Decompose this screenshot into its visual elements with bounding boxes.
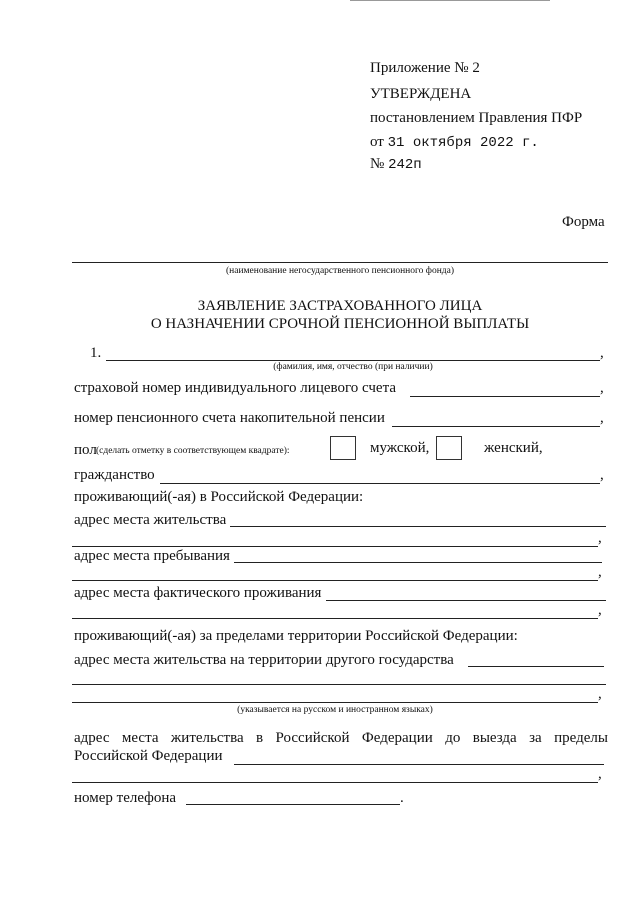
- citizenship-comma: ,: [600, 467, 604, 483]
- pension-account-line[interactable]: [392, 426, 600, 427]
- fio-line[interactable]: [106, 360, 600, 361]
- phone-label: номер телефона: [74, 790, 177, 806]
- foreign-comma: ,: [598, 686, 602, 702]
- pension-account-comma: ,: [600, 410, 604, 426]
- number-prefix: №: [370, 156, 385, 172]
- title-line-2: О НАЗНАЧЕНИИ СРОЧНОЙ ПЕНСИОННОЙ ВЫПЛАТЫ: [150, 316, 530, 332]
- date-prefix: от: [370, 134, 384, 150]
- foreign-address-label: адрес места жительства на территории другого государства: [74, 652, 454, 668]
- stay-address-line-2[interactable]: [72, 580, 598, 581]
- residence-address-label: адрес места жительства: [74, 512, 227, 528]
- stay-comma: ,: [598, 564, 602, 580]
- rf-address-before-line-2[interactable]: [72, 782, 598, 783]
- fund-caption: (наименование негосударственного пенсионного фонда): [226, 266, 454, 276]
- actual-comma: ,: [598, 602, 602, 618]
- phone-period: .: [400, 790, 404, 806]
- rf-address-before-label-2: Российской Федерации: [74, 748, 223, 764]
- residence-comma: ,: [598, 530, 602, 546]
- actual-address-line-2[interactable]: [72, 618, 598, 619]
- foreign-address-line-2[interactable]: [72, 684, 606, 685]
- citizenship-label: гражданство: [74, 467, 155, 483]
- snils-line[interactable]: [410, 396, 600, 397]
- form-label: Форма: [562, 214, 605, 230]
- actual-address-label: адрес места фактического проживания: [74, 585, 322, 601]
- phone-line[interactable]: [186, 804, 400, 805]
- fio-caption: (фамилия, имя, отчество (при наличии): [273, 362, 433, 372]
- item-number: 1.: [90, 345, 102, 361]
- fund-name-line[interactable]: [72, 262, 608, 263]
- resolution-text: постановлением Правления ПФР: [370, 110, 583, 126]
- appendix-number: Приложение № 2: [370, 60, 480, 76]
- foreign-address-line-3[interactable]: [72, 702, 598, 703]
- male-label: мужской,: [370, 440, 430, 456]
- snils-label: страховой номер индивидуального лицевого счета: [74, 380, 396, 396]
- number-value: 242п: [388, 157, 422, 173]
- fio-comma: ,: [600, 345, 604, 361]
- actual-address-line-1[interactable]: [326, 600, 606, 601]
- date-line: [370, 134, 539, 151]
- stay-address-label: адрес места пребывания: [74, 548, 230, 564]
- sex-label: пол: [74, 442, 97, 458]
- sex-hint: (сделать отметку в соответствующем квадрате):: [96, 446, 290, 456]
- female-checkbox[interactable]: [436, 436, 462, 460]
- stay-address-line-1[interactable]: [234, 562, 602, 563]
- pension-account-label: номер пенсионного счета накопительной пенсии: [74, 410, 385, 426]
- scan-edge-line: [350, 0, 550, 1]
- number-line: [370, 156, 422, 173]
- rf-address-before-comma: ,: [598, 766, 602, 782]
- residence-address-line-1[interactable]: [230, 526, 606, 527]
- title-line-1: ЗАЯВЛЕНИЕ ЗАСТРАХОВАННОГО ЛИЦА: [197, 298, 483, 314]
- residing-abroad-heading: проживающий(-ая) за пределами территории Российской Федерации:: [74, 628, 518, 644]
- date-value: 31 октября 2022 г.: [387, 135, 539, 151]
- citizenship-line[interactable]: [160, 483, 600, 484]
- languages-caption: (указывается на русском и иностранном языках): [237, 705, 433, 715]
- male-checkbox[interactable]: [330, 436, 356, 460]
- rf-address-before-line-1[interactable]: [234, 764, 604, 765]
- approved-label: УТВЕРЖДЕНА: [370, 86, 472, 102]
- rf-address-before-label-1: адрес места жительства в Российской Федерации до выезда за пределы: [74, 730, 608, 746]
- female-label: женский,: [484, 440, 543, 456]
- residing-rf-heading: проживающий(-ая) в Российской Федерации:: [74, 489, 364, 505]
- residence-address-line-2[interactable]: [72, 546, 598, 547]
- foreign-address-line-1[interactable]: [468, 666, 604, 667]
- snils-comma: ,: [600, 380, 604, 396]
